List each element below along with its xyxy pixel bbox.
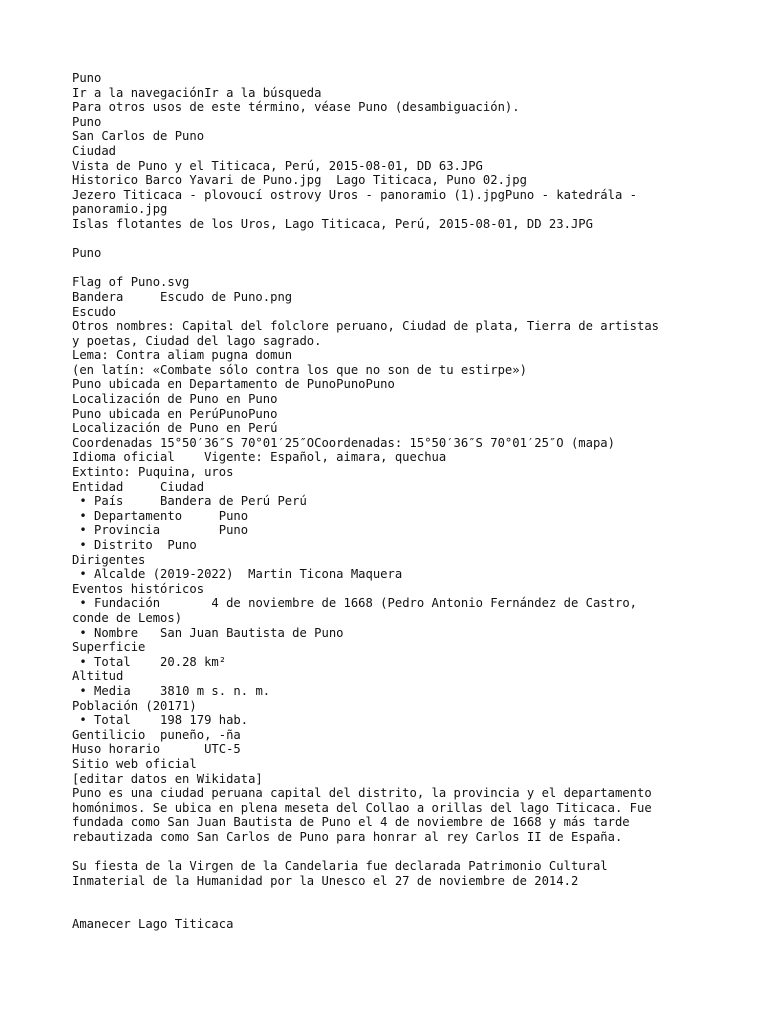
text-line: Dirigentes: [72, 552, 146, 567]
text-line: Entidad Ciudad: [72, 479, 205, 494]
text-line: Para otros usos de este término, véase Puno (desambiguación).: [72, 100, 520, 115]
text-line: Localización de Puno en Perú: [72, 421, 278, 436]
text-line: Amanecer Lago Titicaca: [72, 917, 234, 932]
document-body: [72, 71, 672, 932]
text-line: [72, 261, 672, 276]
text-line: Idioma oficial Vigente: Español, aimara, quechua: [72, 450, 447, 465]
text-line: Puno ubicada en PerúPunoPuno: [72, 406, 278, 421]
text-line: Puno ubicada en Departamento de PunoPunoPuno: [72, 377, 395, 392]
text-line: Puno: [72, 246, 102, 261]
text-line: Bandera Escudo de Puno.png: [72, 289, 293, 304]
text-line: [72, 232, 672, 247]
text-line: • Fundación 4 de noviembre de 1668 (Pedro Antonio Fernández de Castro, conde de Lemos): [72, 596, 645, 625]
text-line: (en latín: «Combate sólo contra los que no son de tu estirpe»): [72, 362, 527, 377]
text-line: Población (20171): [72, 698, 197, 713]
text-line: [72, 844, 672, 859]
text-line: • Provincia Puno: [72, 523, 249, 538]
text-line: San Carlos de Puno: [72, 129, 205, 144]
text-line: Localización de Puno en Puno: [72, 392, 278, 407]
text-line: Vista de Puno y el Titicaca, Perú, 2015-08-01, DD 63.JPG: [72, 158, 483, 173]
text-line: Extinto: Puquina, uros: [72, 465, 234, 480]
text-line: • Total 198 179 hab.: [72, 713, 249, 728]
text-line: • Total 20.28 km²: [72, 654, 227, 669]
text-line: • Alcalde (2019-2022) Martin Ticona Maquera: [72, 567, 403, 582]
text-line: Historico Barco Yavari de Puno.jpg Lago Titicaca, Puno 02.jpg: [72, 173, 527, 188]
text-line: Flag of Puno.svg: [72, 275, 190, 290]
text-line: • País Bandera de Perú Perú: [72, 494, 307, 509]
text-line: • Departamento Puno: [72, 508, 249, 523]
text-line: [72, 888, 672, 903]
text-line: Lema: Contra aliam pugna domun: [72, 348, 293, 363]
text-line: Huso horario UTC-5: [72, 742, 241, 757]
text-line: Coordenadas 15°50′36″S 70°01′25″OCoordenadas: 15°50′36″S 70°01′25″O (mapa): [72, 435, 615, 450]
text-line: Altitud: [72, 669, 124, 684]
text-line: Eventos históricos: [72, 581, 205, 596]
text-line: Islas flotantes de los Uros, Lago Titicaca, Perú, 2015-08-01, DD 23.JPG: [72, 216, 593, 231]
text-line: Puno: [72, 114, 102, 129]
text-line: Gentilicio puneño, -ña: [72, 727, 241, 742]
text-line: • Media 3810 m s. n. m.: [72, 683, 271, 698]
text-line: Escudo: [72, 304, 117, 319]
text-line: Puno es una ciudad peruana capital del distrito, la provincia y el departamento homónimos. Se ubica en plena meseta del Collao a orillas del lago Titicaca. Fue fundada como San Juan Bautista de Puno el 4 de noviembre de 1668 y más tarde rebautizada como San Carlos de Puno para honrar al rey Carlos II de España.: [72, 786, 660, 844]
text-line: • Nombre San Juan Bautista de Puno: [72, 625, 344, 640]
text-line: [72, 903, 672, 918]
text-line: Puno: [72, 71, 102, 85]
text-line: Sitio web oficial: [72, 756, 197, 771]
text-line: • Distrito Puno: [72, 538, 197, 552]
text-line: Ciudad: [72, 143, 117, 158]
text-line: Su fiesta de la Virgen de la Candelaria fue declarada Patrimonio Cultural Inmaterial de la Humanidad por la Unesco el 27 de noviembre de 2014.2: [72, 859, 615, 888]
text-line: Superficie: [72, 640, 146, 655]
text-line: Jezero Titicaca - plovoucí ostrovy Uros - panoramio (1).jpgPuno - katedrála - panoramio.jpg: [72, 187, 645, 217]
text-line: Otros nombres: Capital del folclore peruano, Ciudad de plata, Tierra de artistas y poetas, Ciudad del lago sagrado.: [72, 319, 667, 348]
text-line: [editar datos en Wikidata]: [72, 771, 263, 786]
text-line: Ir a la navegaciónIr a la búsqueda: [72, 85, 322, 100]
